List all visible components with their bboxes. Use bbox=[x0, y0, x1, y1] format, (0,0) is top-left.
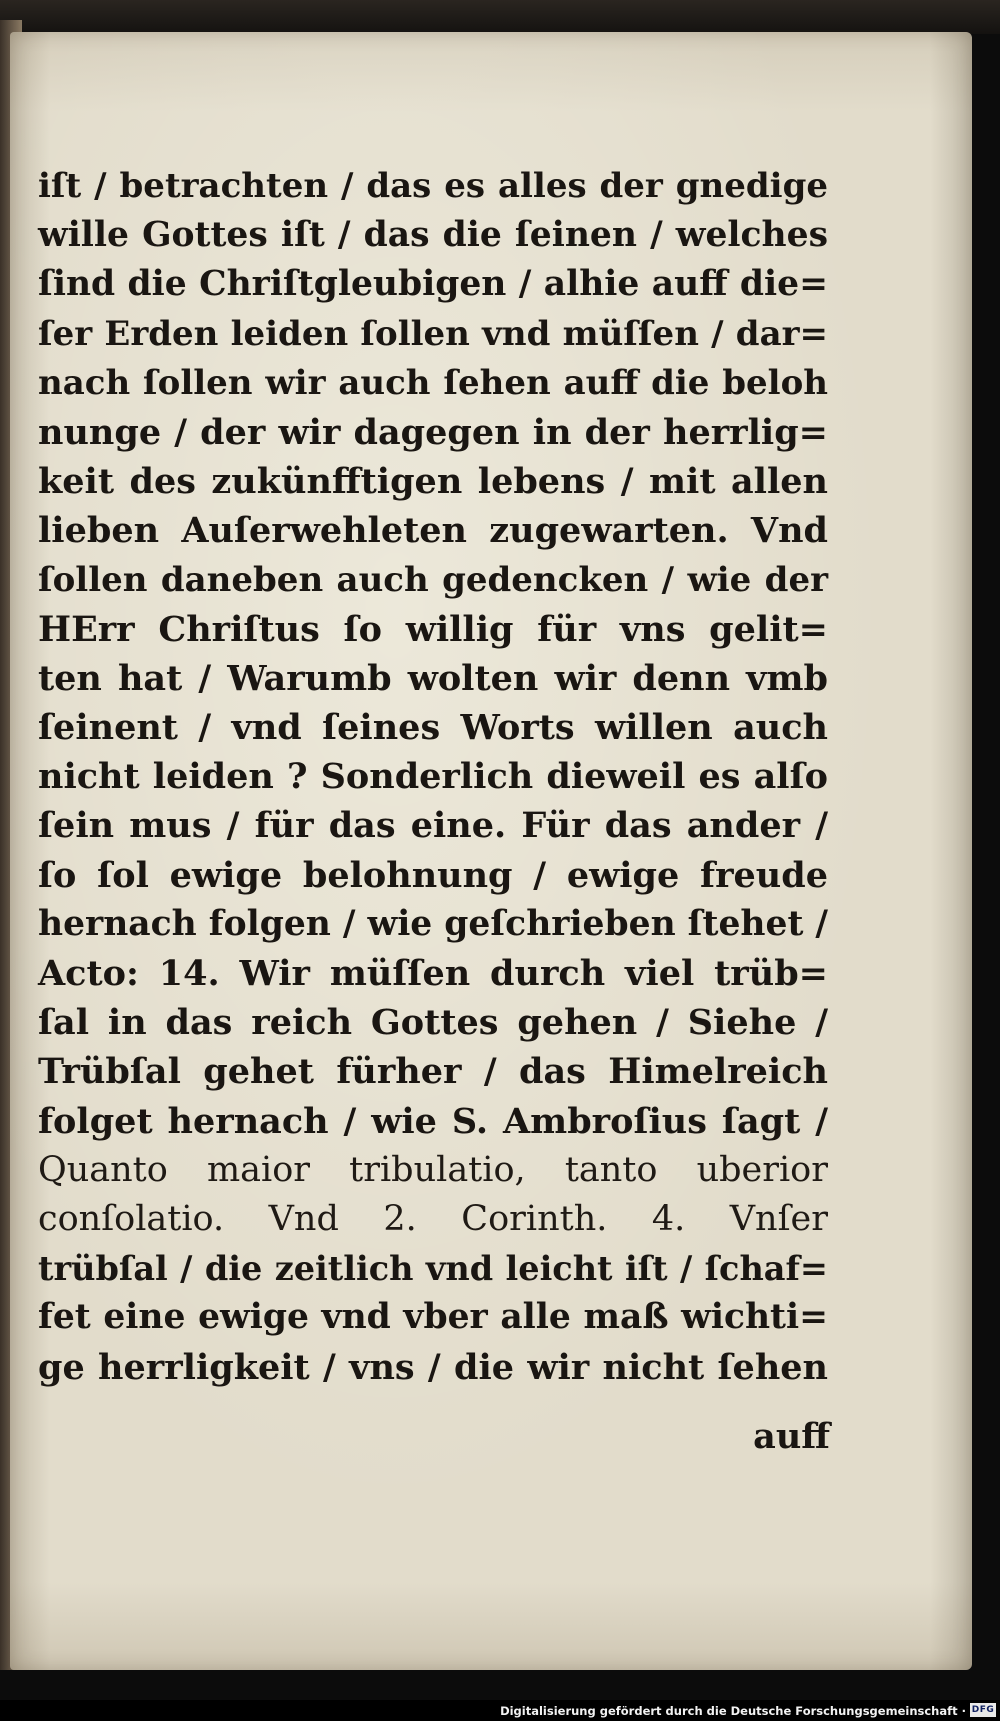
dfg-logo-icon: DFG bbox=[971, 1705, 995, 1715]
text-line: trübſal / die zeitlich vnd leicht iſt / ſchaf= bbox=[38, 1249, 828, 1289]
text-line: ſind die Chriſtgleubigen / alhie auff die= bbox=[38, 264, 828, 305]
text-line: ten hat / Warumb wolten wir denn vmb bbox=[38, 657, 828, 699]
catchword: auff bbox=[753, 1416, 830, 1457]
digitization-credit: Digitalisierung gefördert durch die Deutsche Forschungsgemeinschaft · bbox=[500, 1704, 966, 1718]
text-line: wille Gottes iſt / das die ſeinen / welches bbox=[38, 215, 828, 256]
text-line: ſer Erden leiden ſollen vnd müſſen / dar= bbox=[38, 313, 828, 354]
text-line: ſal in das reich Gottes gehen / Siehe / bbox=[38, 1002, 828, 1044]
text-line: Trübſal gehet fürher / das Himelreich bbox=[38, 1051, 828, 1093]
text-line: keit des zukünfftigen lebens / mit allen bbox=[38, 461, 828, 503]
text-line-latin: Quanto maior tribulatio, tanto uberior bbox=[38, 1149, 828, 1190]
text-line: nach ſollen wir auch ſehen auff die beloh bbox=[38, 362, 828, 403]
text-line: ſein mus / für das eine. Für das ander / bbox=[38, 805, 828, 847]
text-line: lieben Auſerwehleten zugewarten. Vnd bbox=[38, 510, 828, 552]
text-line: HErr Chriſtus ſo willig für vns gelit= bbox=[38, 608, 828, 650]
text-line-latin: conſolatio. Vnd 2. Corinth. 4. Vnſer bbox=[38, 1198, 828, 1239]
text-line: fet eine ewige vnd vber alle maß wichti= bbox=[38, 1297, 828, 1338]
text-line: ſeinent / vnd ſeines Worts willen auch bbox=[38, 707, 828, 749]
text-line: Acto: 14. Wir müſſen durch viel trüb= bbox=[38, 953, 828, 994]
text-line: nunge / der wir dagegen in der herrlig= bbox=[38, 411, 828, 453]
text-line: hernach folgen / wie geſchrieben ſtehet / bbox=[38, 903, 828, 944]
text-line: ſollen daneben auch gedencken / wie der bbox=[38, 559, 828, 600]
book-top-edge bbox=[0, 0, 1000, 34]
text-line: iſt / betrachten / das es alles der gnedige bbox=[38, 166, 828, 206]
book-page bbox=[10, 32, 972, 1670]
text-line: folget hernach / wie S. Ambroſius ſagt / bbox=[38, 1100, 828, 1142]
text-line: ge herrligkeit / vns / die wir nicht ſehen bbox=[38, 1346, 828, 1388]
text-line: nicht leiden ? Sonderlich dieweil es alſo bbox=[38, 756, 828, 798]
page-text bbox=[38, 162, 828, 1392]
text-line: ſo ſol ewige belohnung / ewige freude bbox=[38, 854, 828, 896]
